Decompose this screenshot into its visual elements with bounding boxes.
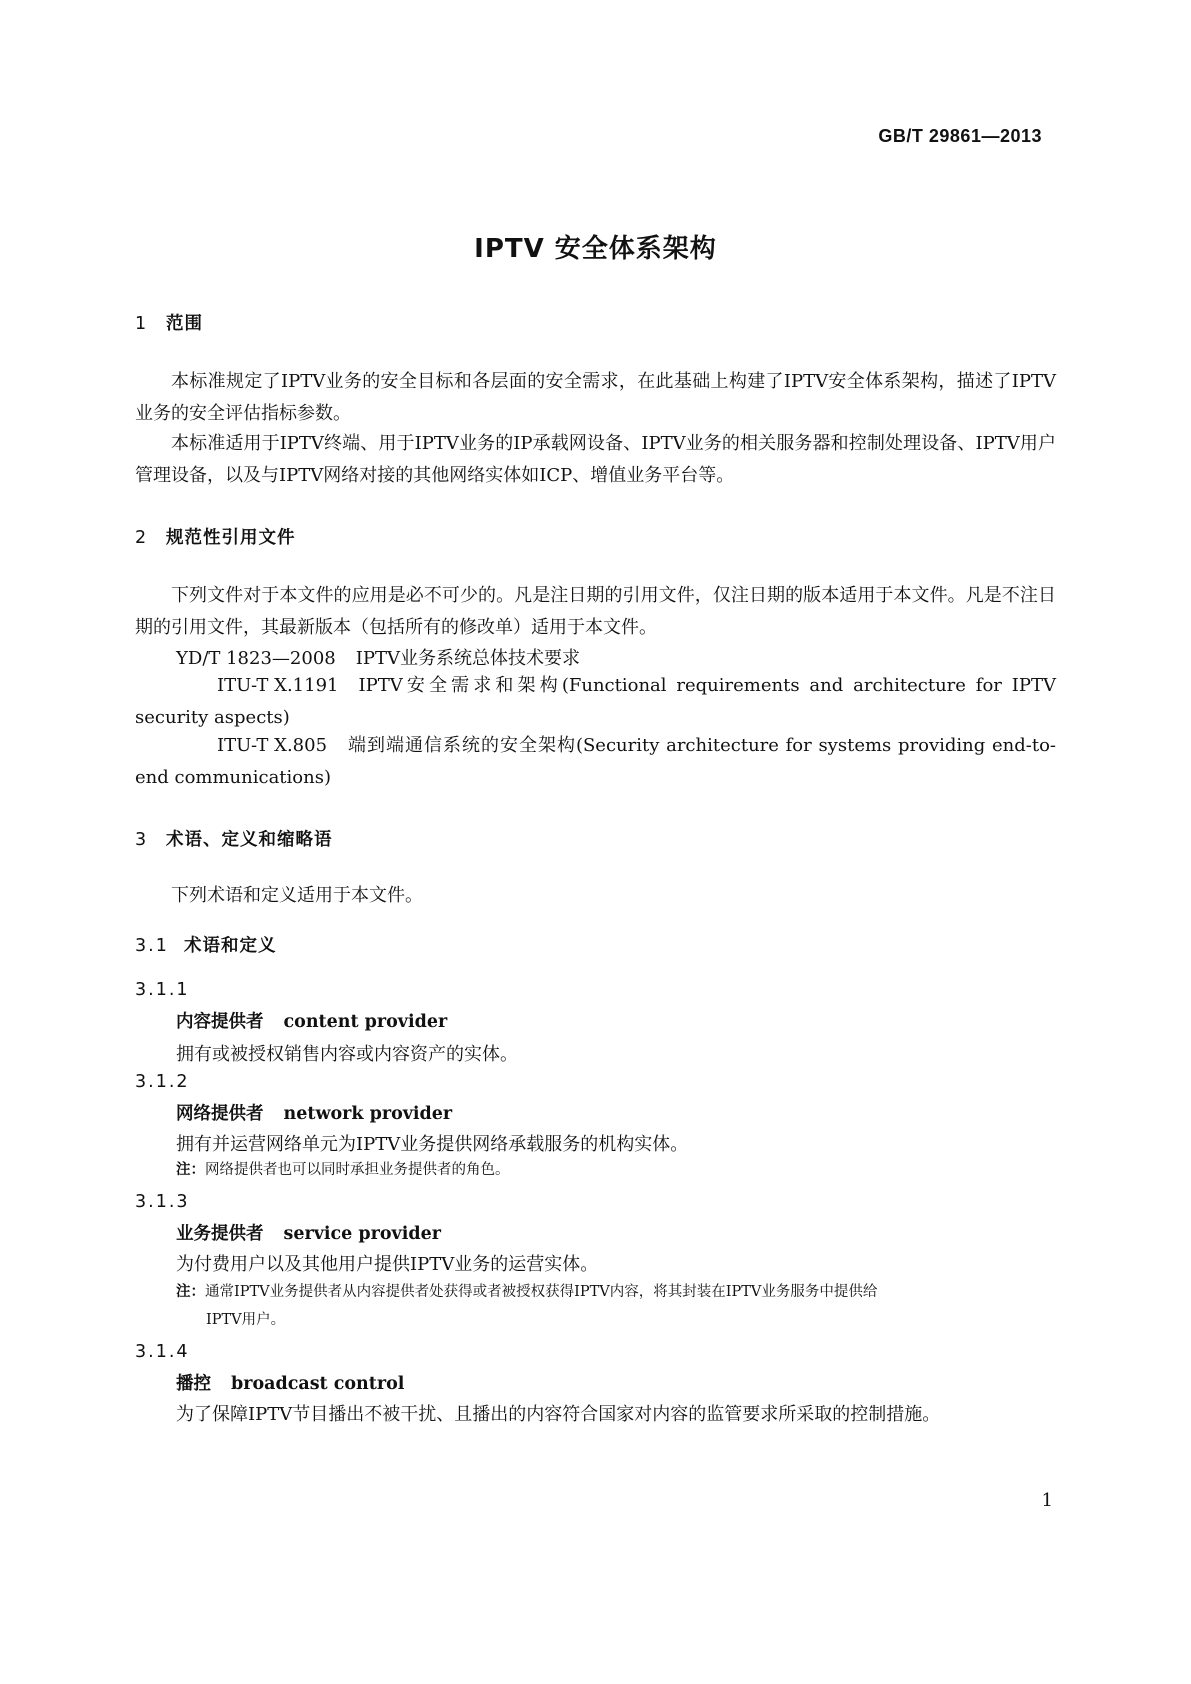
term-chinese: 内容提供者	[176, 1012, 264, 1032]
section-heading-terms	[135, 826, 333, 851]
term-definition: 拥有或被授权销售内容或内容资产的实体。	[176, 1044, 518, 1065]
section-heading-scope	[135, 310, 203, 335]
term-note	[176, 1156, 1056, 1184]
references-intro-paragraph: 下列文件对于本文件的应用是必不可少的。凡是注日期的引用文件，仅注日期的版本适用于本文件。凡是不注日期的引用文件，其最新版本（包括所有的修改单）适用于本文件。	[135, 585, 1056, 638]
reference-code: ITU-T X.1191	[217, 675, 339, 696]
term-number: 3.1.1	[135, 980, 190, 1000]
subsection-heading-terms-definitions	[135, 932, 277, 957]
term-english: broadcast control	[231, 1374, 405, 1394]
term-number: 3.1.4	[135, 1342, 190, 1362]
term-entry	[176, 1370, 404, 1395]
note-label: 注：	[176, 1284, 205, 1300]
terms-intro-paragraph: 下列术语和定义适用于本文件。	[171, 885, 423, 906]
scope-paragraph-1: 本标准规定了IPTV业务的安全目标和各层面的安全需求，在此基础上构建了IPTV安全体系架构，描述了IPTV业务的安全评估指标参数。	[135, 371, 1056, 424]
section-heading-normative-references	[135, 524, 296, 549]
reference-item	[176, 644, 580, 670]
note-text: 网络提供者也可以同时承担业务提供者的角色。	[205, 1162, 510, 1178]
section-number: 1	[135, 314, 148, 334]
reference-title: IPTV业务系统总体技术要求	[355, 648, 580, 669]
term-chinese: 播控	[176, 1374, 211, 1394]
reference-item	[135, 670, 1056, 734]
note-continuation: IPTV用户。	[206, 1312, 286, 1328]
term-definition: 为付费用户以及其他用户提供IPTV业务的运营实体。	[176, 1254, 599, 1275]
term-note	[176, 1278, 1056, 1334]
term-number: 3.1.2	[135, 1072, 190, 1092]
reference-title: 端到端通信系统的安全架构(Security architecture for systems providing end-to-end communications)	[135, 735, 1056, 788]
document-title: IPTV 安全体系架构	[474, 234, 717, 264]
note-text: 通常IPTV业务提供者从内容提供者处获得或者被授权获得IPTV内容，将其封装在IPTV业务服务中提供给	[205, 1284, 878, 1300]
term-number: 3.1.3	[135, 1192, 190, 1212]
section-title: 规范性引用文件	[166, 528, 296, 548]
section-number: 3	[135, 830, 148, 850]
reference-title: IPTV安全需求和架构(Functional requirements and architecture for IPTV security aspects)	[135, 675, 1056, 728]
term-chinese: 业务提供者	[176, 1224, 264, 1244]
note-label: 注：	[176, 1162, 205, 1178]
term-entry	[176, 1100, 452, 1125]
term-entry	[176, 1008, 447, 1033]
term-chinese: 网络提供者	[176, 1104, 264, 1124]
section-title: 术语、定义和缩略语	[166, 830, 333, 850]
term-english: network provider	[283, 1104, 453, 1124]
section-number: 2	[135, 528, 148, 548]
term-entry	[176, 1220, 441, 1245]
term-definition: 为了保障IPTV节目播出不被干扰、且播出的内容符合国家对内容的监管要求所采取的控制措施。	[176, 1404, 941, 1425]
page-number: 1	[1041, 1490, 1053, 1511]
scope-paragraph-2: 本标准适用于IPTV终端、用于IPTV业务的IP承载网设备、IPTV业务的相关服务器和控制处理设备、IPTV用户管理设备，以及与IPTV网络对接的其他网络实体如ICP、增值业务平台等。	[135, 433, 1056, 486]
reference-code: ITU-T X.805	[217, 735, 328, 756]
reference-item	[135, 730, 1056, 794]
term-definition: 拥有并运营网络单元为IPTV业务提供网络承载服务的机构实体。	[176, 1134, 689, 1155]
standard-number: GB/T 29861—2013	[878, 126, 1042, 146]
term-english: service provider	[283, 1224, 441, 1244]
section-title: 范围	[166, 314, 203, 334]
reference-code: YD/T 1823—2008	[176, 648, 336, 669]
subsection-number: 3.1	[135, 936, 169, 956]
term-english: content provider	[283, 1012, 448, 1032]
subsection-title: 术语和定义	[184, 936, 277, 956]
